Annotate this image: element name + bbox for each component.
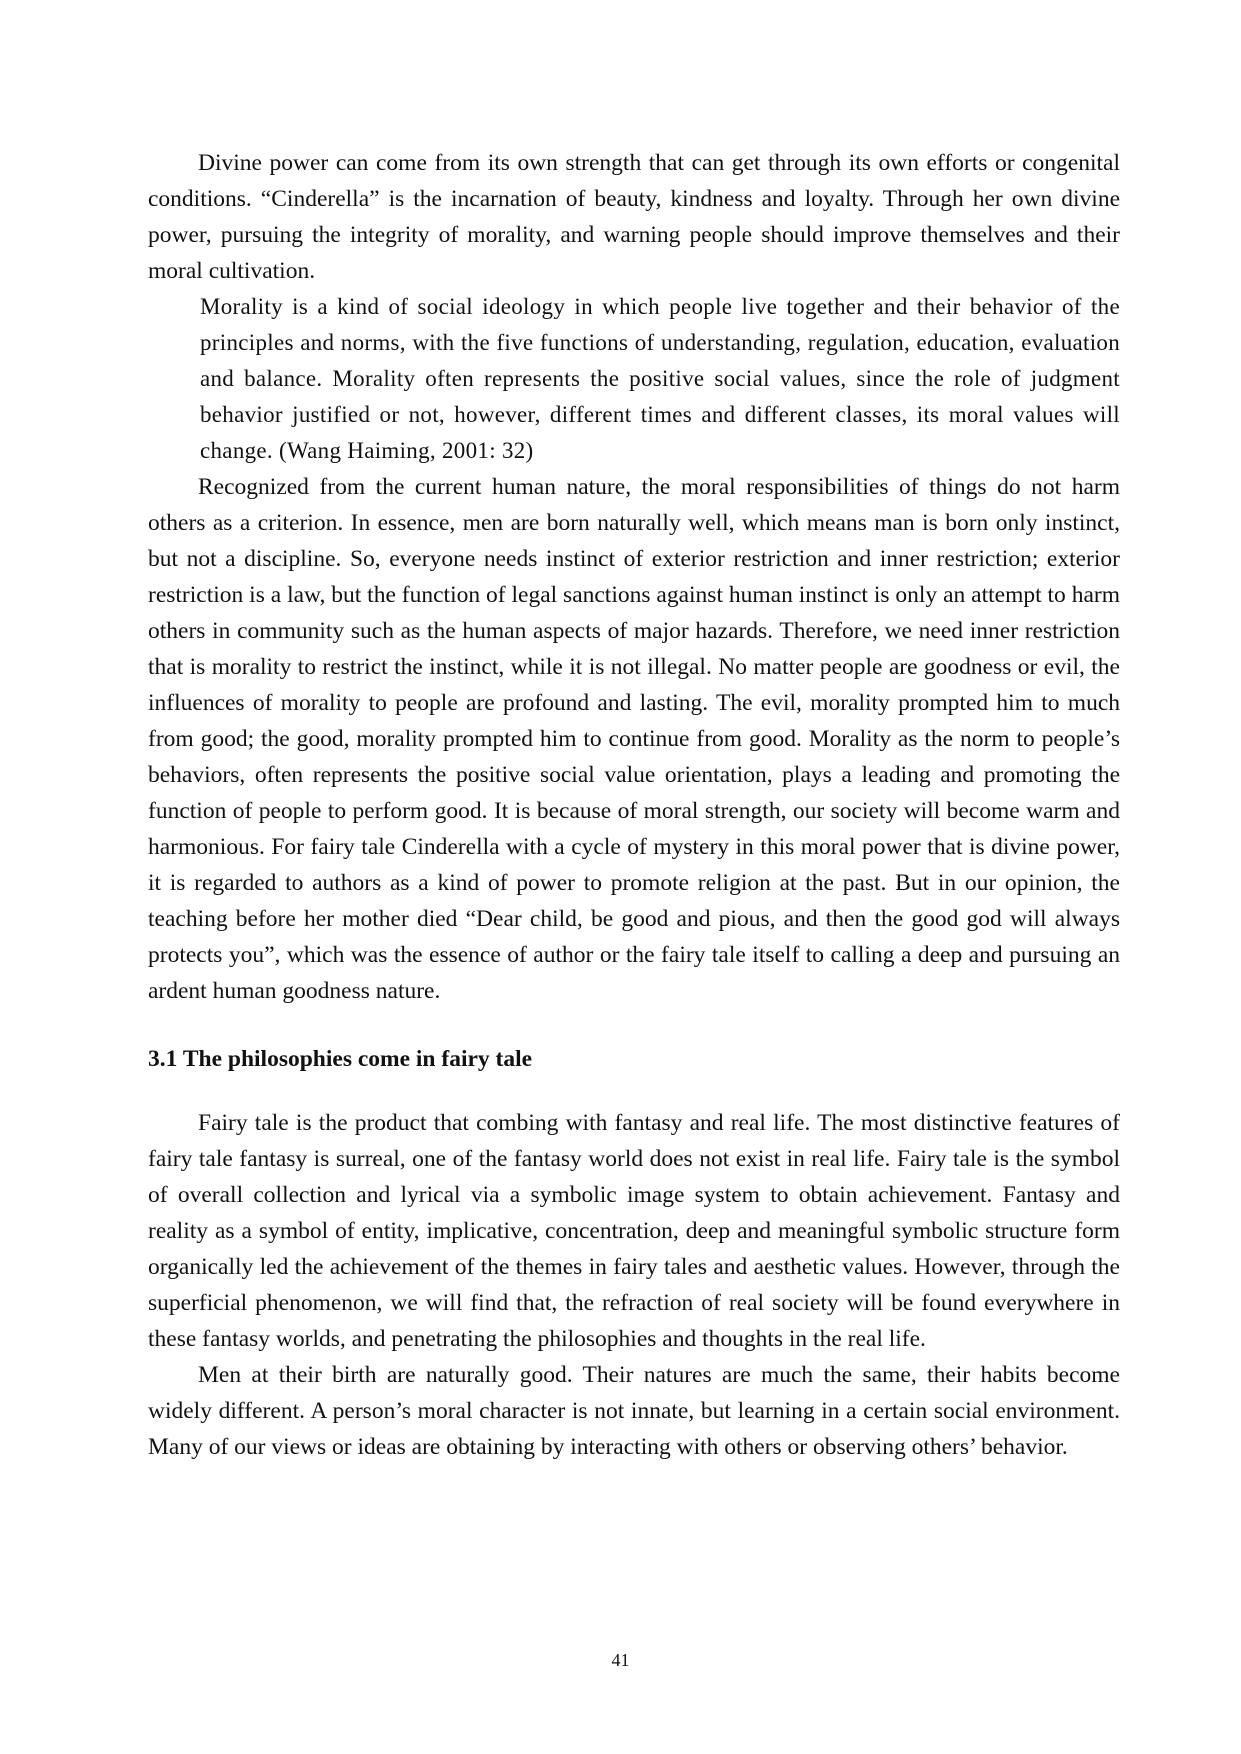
body-paragraph: Recognized from the current human nature, the moral responsibilities of things do not harm others as a criterion. In essence, men are born naturally well, which means man is born only instinct, but not a discipline. So, everyone needs instinct of exterior restriction and inner restriction; exterior restriction is a law, but the function of legal sanctions against human instinct is only an attempt to harm others in community such as the human aspects of major hazards. Therefore, we need inner restriction that is morality to restrict the instinct, while it is not illegal. No matter people are goodness or evil, the influences of morality to people are profound and lasting. The evil, morality prompted him to much from good; the good, morality prompted him to continue from good. Morality as the norm to people’s behaviors, often represents the positive social value orientation, plays a leading and promoting the function of people to perform good. It is because of moral strength, our society will become warm and harmonious. For fairy tale Cinderella with a cycle of mystery in this moral power that is divine power, it is regarded to authors as a kind of power to promote religion at the past. But in our opinion, the teaching before her mother died “Dear child, be good and pious, and then the good god will always protects you”, which was the essence of author or the fairy tale itself to calling a deep and pursuing an ardent human goodness nature. — [148, 474, 1120, 1004]
page-body — [148, 145, 1120, 1465]
body-paragraph: Fairy tale is the product that combing with fantasy and real life. The most distinctive features of fairy tale fantasy is surreal, one of the fantasy world does not exist in real life. Fairy tale is the symbol of overall collection and lyrical via a symbolic image system to obtain achievement. Fantasy and reality as a symbol of entity, implicative, concentration, deep and meaningful symbolic structure form organically led the achievement of the themes in fairy tales and aesthetic values. However, through the superficial phenomenon, we will find that, the refraction of real society will be found everywhere in these fantasy worlds, and penetrating the philosophies and thoughts in the real life. — [148, 1110, 1120, 1352]
section-heading: 3.1 The philosophies come in fairy tale — [148, 1046, 533, 1072]
body-paragraph: Men at their birth are naturally good. Their natures are much the same, their habits become widely different. A person’s moral character is not innate, but learning in a certain social environment. Many of our views or ideas are obtaining by interacting with others or observing others’ behavior. — [148, 1362, 1120, 1460]
body-paragraph: Divine power can come from its own strength that can get through its own efforts or congenital conditions. “Cinderella” is the incarnation of beauty, kindness and loyalty. Through her own divine power, pursuing the integrity of morality, and warning people should improve themselves and their moral cultivation. — [148, 150, 1120, 284]
page-number: 41 — [611, 1650, 630, 1670]
block-quote: Morality is a kind of social ideology in which people live together and their behavior of the principles and norms, with the five functions of understanding, regulation, education, evaluation and balance. Morality often represents the positive social values, since the role of judgment behavior justified or not, however, different times and different classes, its moral values will change. (Wang Haiming, 2001: 32) — [200, 294, 1120, 463]
